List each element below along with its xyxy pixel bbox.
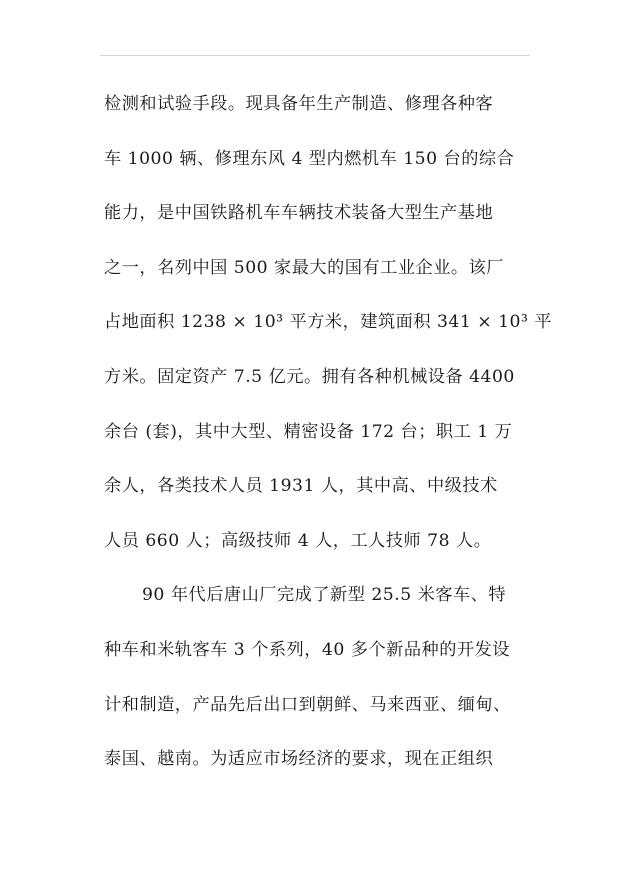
text-line: 泰国、越南。为适应市场经济的要求，现在正组织 <box>104 749 494 770</box>
text-line: 计和制造，产品先后出口到朝鲜、马来西亚、缅甸、 <box>104 694 511 715</box>
header-rule <box>100 55 530 56</box>
document-body <box>104 86 553 796</box>
text-line: 之一，名列中国 500 家最大的国有工业企业。该厂 <box>104 257 504 278</box>
paragraph-first-line: 90 年代后唐山厂完成了新型 25.5 米客车、特 <box>142 585 507 606</box>
text-line: 种车和米轨客车 3 个系列，40 多个新品种的开发设 <box>104 639 510 660</box>
text-line: 能力，是中国铁路机车车辆技术装备大型生产基地 <box>104 203 494 224</box>
text-line: 方米。固定资产 7.5 亿元。拥有各种机械设备 4400 <box>104 366 515 387</box>
text-line: 余台 (套)，其中大型、精密设备 172 台；职工 1 万 <box>104 421 513 442</box>
text-line: 人员 660 人；高级技师 4 人，工人技师 78 人。 <box>104 530 492 551</box>
text-line: 车 1000 辆、修理东风 4 型内燃机车 150 台的综合 <box>104 148 515 169</box>
text-line: 占地面积 1238 × 10³ 平方米，建筑面积 341 × 10³ 平 <box>104 312 553 333</box>
text-line: 余人，各类技术人员 1931 人，其中高、中级技术 <box>104 476 498 497</box>
text-line: 检测和试验手段。现具备年生产制造、修理各种客 <box>104 94 494 114</box>
